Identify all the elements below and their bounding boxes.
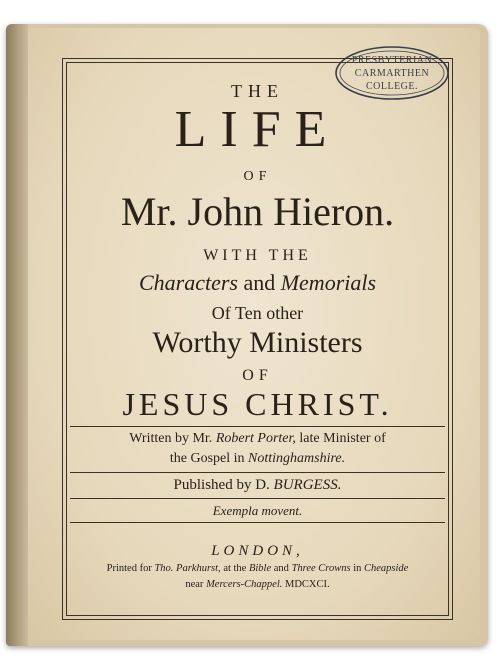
at-the-text: at the [223,563,247,574]
place-name: Nottinghamshire. [248,451,346,466]
title-of-2: OF [242,367,273,384]
book-spine [6,24,28,646]
written-by-text: Written by Mr. [129,431,213,446]
in-text: in [353,563,362,574]
cheapside-place: Cheapside [364,563,409,574]
title-jesus-christ: JESUS CHRIST. [122,386,393,422]
published-by-line [70,478,445,493]
title-characters-line [70,272,445,294]
written-by-line-1 [70,432,445,446]
divider-rule-3 [70,498,445,499]
title-the: THE [231,81,284,101]
divider-rule-2 [70,472,445,473]
late-minister-text: late Minister of [299,431,386,446]
gospel-text: the Gospel in [169,451,245,466]
imprint-year: MDCXCI. [285,579,330,590]
written-by-line-2 [70,452,445,466]
memorials-word: Memorials [280,270,377,295]
near-text: near [185,579,204,590]
title-with-the: WITH THE [203,247,312,264]
imprint-line-2 [70,580,445,591]
publisher-name: BURGESS. [273,477,342,493]
printed-for-text: Printed for [106,563,152,574]
title-name: Mr. John Hieron. [120,189,395,234]
stamp-line-1: PRESBYTERIAN [351,55,433,66]
printer-name: Tho. Parkhurst, [154,563,221,574]
published-by-text: Published by D. [173,477,270,493]
and-text: and [273,563,289,574]
characters-word: Characters [138,270,238,295]
three-crowns-sign: Three Crowns [291,563,351,574]
motto: Exempla movent. [212,503,303,518]
imprint-line-1 [70,564,445,575]
and-word: and [243,270,276,295]
title-worthy-ministers: Worthy Ministers [152,326,363,359]
author-name: Robert Porter, [215,431,296,446]
chappel-place: Mercers-Chappel. [206,579,283,590]
title-of-ten-other: Of Ten other [211,303,304,323]
stamp-line-2: CARMARTHEN [354,68,430,79]
bible-sign: Bible [248,563,272,574]
imprint-city: LONDON, [211,543,304,559]
stamp-line-3: COLLEGE. [365,81,419,92]
title-page-text [70,70,445,610]
divider-rule-4 [70,522,445,523]
title-of-1: OF [243,169,272,184]
title-life: LIFE [174,101,341,158]
divider-rule-1 [70,426,445,427]
